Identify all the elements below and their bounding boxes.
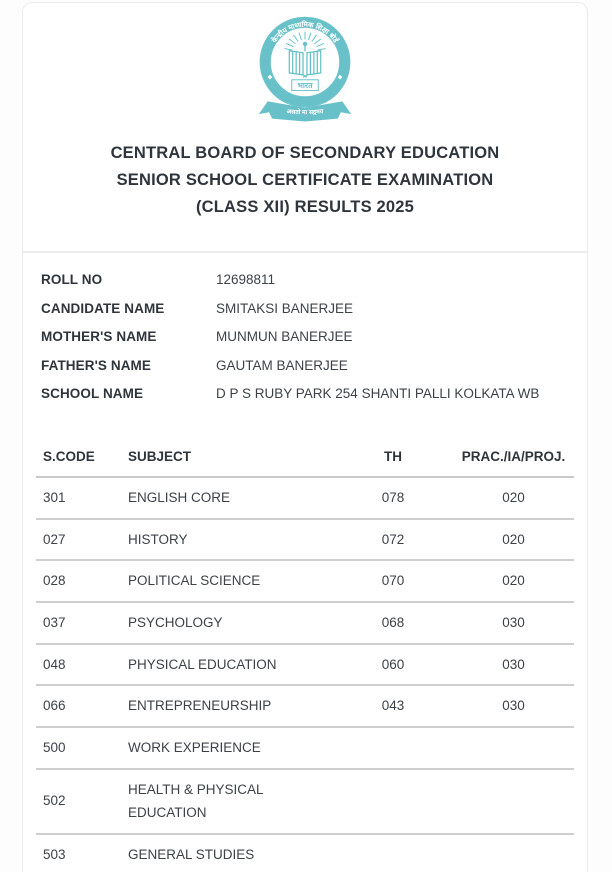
marks-table (36, 437, 574, 872)
cell-subject-name: POLITICAL SCIENCE (128, 573, 261, 589)
cell-practical-marks (453, 740, 574, 756)
cell-theory-marks (333, 793, 453, 809)
page-title (23, 140, 587, 221)
cell-theory-marks: 070 (381, 573, 405, 589)
cell-practical-marks (453, 847, 574, 863)
cell-subject-name: GENERAL STUDIES (128, 846, 255, 862)
detail-label: FATHER'S NAME (41, 357, 152, 373)
marks-table-row (36, 561, 574, 603)
cell-subject-code: 500 (43, 739, 66, 755)
cell-subject-code: 028 (43, 573, 66, 589)
svg-text:भारत: भारत (297, 81, 313, 91)
cell-subject-name: HEALTH & PHYSICAL EDUCATION (128, 781, 264, 821)
title-line-year: (CLASS XII) RESULTS 2025 (195, 198, 415, 216)
cell-theory-marks: 043 (381, 698, 405, 714)
cell-subject-name: ENTREPRENEURSHIP (128, 698, 272, 714)
detail-value: SMITAKSI BANERJEE (216, 300, 354, 316)
column-header-th: TH (384, 448, 402, 464)
cell-subject-name: WORK EXPERIENCE (128, 739, 261, 755)
column-header-scode: S.CODE (43, 448, 95, 464)
detail-label: ROLL NO (41, 272, 103, 287)
cell-theory-marks: 060 (381, 656, 405, 672)
cell-practical-marks: 030 (502, 615, 525, 630)
marks-table-row (36, 645, 574, 687)
cell-practical-marks (453, 793, 574, 809)
detail-value: MUNMUN BANERJEE (216, 329, 353, 344)
cell-subject-code: 066 (43, 698, 66, 714)
detail-value: D P S RUBY PARK 254 SHANTI PALLI KOLKATA WB (216, 386, 540, 401)
marks-table-row (36, 520, 574, 562)
cell-practical-marks: 020 (502, 531, 525, 547)
cell-subject-code: 048 (43, 656, 66, 672)
cell-subject-code: 037 (43, 615, 66, 630)
cell-subject-code: 027 (43, 531, 66, 547)
cell-theory-marks: 068 (381, 615, 405, 630)
detail-label: SCHOOL NAME (41, 386, 144, 401)
cell-subject-name: HISTORY (128, 531, 188, 547)
cell-practical-marks: 020 (502, 490, 525, 506)
cell-practical-marks: 020 (502, 573, 525, 589)
cell-subject-code: 503 (43, 846, 66, 862)
marks-table-row (36, 478, 574, 520)
cell-subject-name: PSYCHOLOGY (128, 615, 223, 630)
title-line-board: CENTRAL BOARD OF SECONDARY EDUCATION (110, 144, 500, 162)
detail-row (41, 386, 569, 415)
marks-table-row (36, 728, 574, 770)
detail-row (41, 301, 569, 330)
cell-subject-code: 502 (43, 793, 66, 809)
detail-label: CANDIDATE NAME (41, 300, 165, 316)
candidate-details (23, 253, 587, 415)
marks-table-row (36, 770, 574, 835)
cbse-logo-icon (246, 13, 364, 123)
marks-table-row (36, 686, 574, 728)
logo-container (23, 3, 587, 128)
detail-value: GAUTAM BANERJEE (216, 357, 348, 373)
column-header-subject: SUBJECT (128, 448, 192, 464)
marks-table-row (36, 603, 574, 645)
cell-theory-marks: 072 (381, 531, 405, 547)
marks-table-header (36, 437, 574, 479)
detail-row (41, 272, 569, 301)
cell-subject-name: PHYSICAL EDUCATION (128, 656, 277, 672)
detail-label: MOTHER'S NAME (41, 329, 157, 344)
column-header-prac: PRAC./IA/PROJ. (461, 448, 566, 464)
result-card (22, 2, 588, 872)
cell-practical-marks: 030 (502, 656, 525, 672)
title-line-exam: SENIOR SCHOOL CERTIFICATE EXAMINATION (116, 171, 494, 189)
cell-practical-marks: 030 (502, 698, 525, 714)
logo-country-label (292, 80, 319, 91)
detail-row (41, 329, 569, 358)
cell-subject-code: 301 (43, 490, 66, 506)
svg-text:असतो मा सद्गमय: असतो मा सद्गमय (286, 108, 324, 117)
cell-theory-marks: 078 (381, 490, 405, 506)
cell-theory-marks (333, 847, 453, 863)
cell-theory-marks (333, 740, 453, 756)
detail-row (41, 358, 569, 387)
marks-table-row (36, 835, 574, 872)
detail-value: 12698811 (216, 272, 276, 287)
logo-ring-text: केन्द्रीय माध्यमिक शिक्षा बोर्ड (271, 21, 339, 45)
cell-subject-name: ENGLISH CORE (128, 490, 231, 506)
